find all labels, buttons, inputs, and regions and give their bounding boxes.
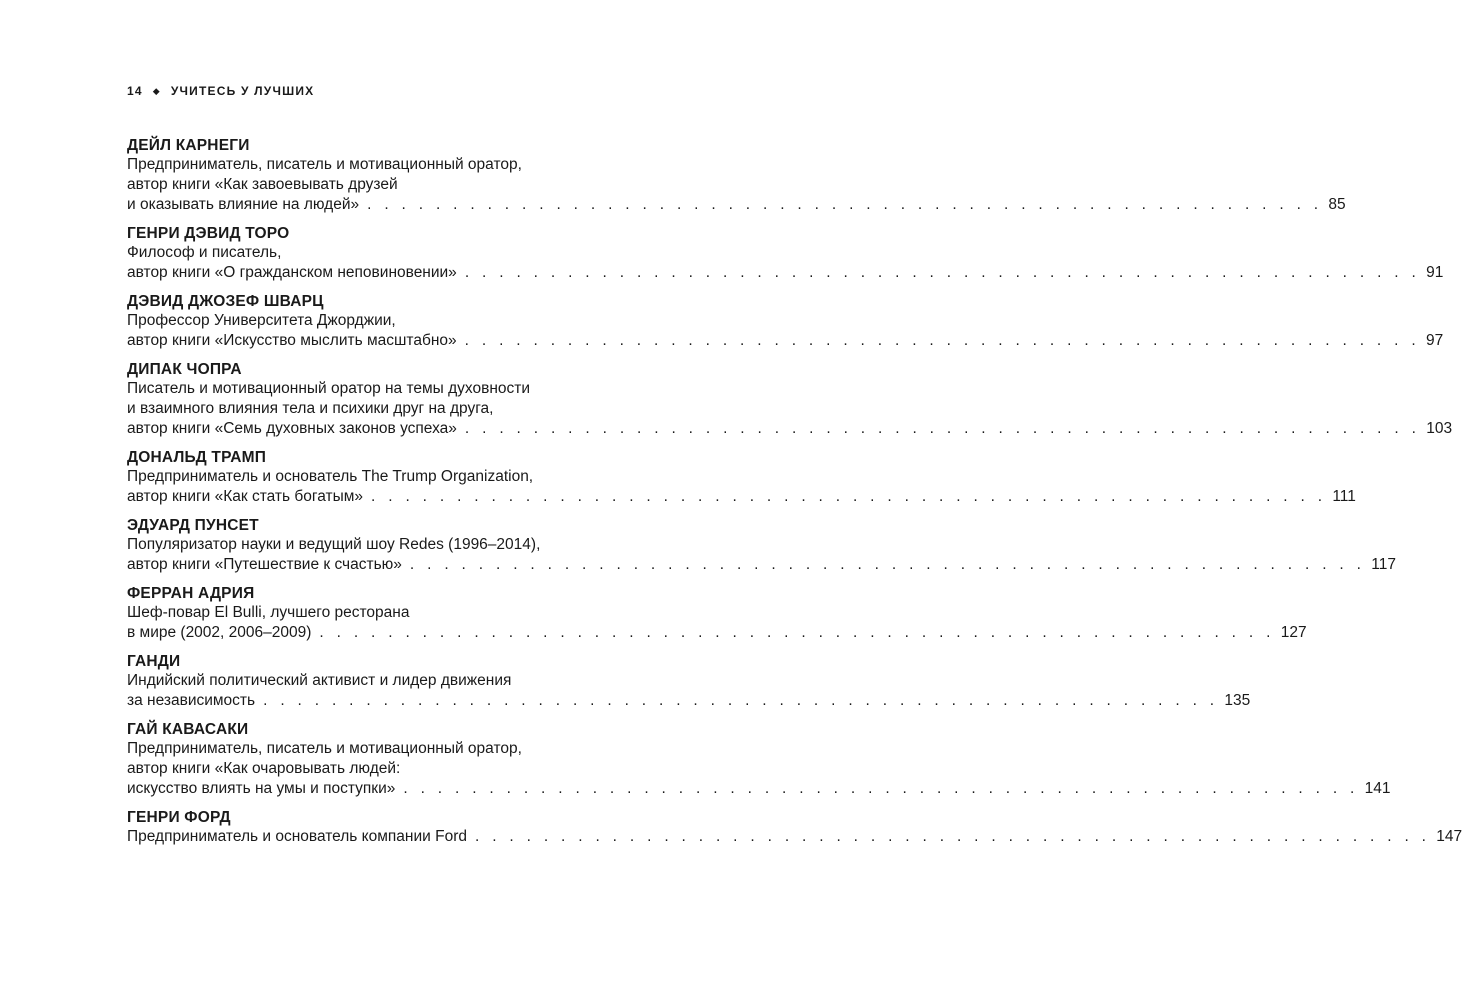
dot-leader: . . . . . . . . . . . . . . . . . . . . . . . . . . . . . . . . . . . . . . . . . . . . . . . . . . . . . . . .	[371, 488, 1327, 505]
entry-page-number[interactable]: 141	[1364, 780, 1391, 797]
dot-leader: . . . . . . . . . . . . . . . . . . . . . . . . . . . . . . . . . . . . . . . . . . . . . . . . . . . . . . . .	[367, 196, 1323, 213]
entry-name: ГАЙ КАВАСАКИ	[127, 721, 249, 738]
entry-page-number[interactable]: 91	[1426, 264, 1444, 281]
entry-description-line: автор книги «Путешествие к счастью»	[127, 556, 402, 573]
dot-leader: . . . . . . . . . . . . . . . . . . . . . . . . . . . . . . . . . . . . . . . . . . . . . . . . . . . . . . . .	[464, 332, 1420, 349]
table-of-contents	[127, 136, 1462, 856]
entry-last-line	[127, 331, 1444, 351]
toc-entry[interactable]	[127, 448, 1356, 507]
entry-last-line	[127, 691, 1251, 711]
dot-leader: . . . . . . . . . . . . . . . . . . . . . . . . . . . . . . . . . . . . . . . . . . . . . . . . . . . . . . . .	[464, 420, 1421, 437]
toc-entry[interactable]	[127, 516, 1396, 575]
toc-entry[interactable]	[127, 136, 1346, 215]
entry-last-line	[127, 827, 1462, 847]
entry-description-line: Философ и писатель,	[127, 244, 282, 261]
entry-description-line: в мире (2002, 2006–2009)	[127, 624, 312, 641]
entry-description-line: Профессор Университета Джорджии,	[127, 312, 396, 329]
entry-name: ФЕРРАН АДРИЯ	[127, 585, 255, 602]
entry-last-line	[127, 487, 1356, 507]
entry-name: ДЭВИД ДЖОЗЕФ ШВАРЦ	[127, 293, 324, 310]
entry-name: ГАНДИ	[127, 653, 181, 670]
dot-leader: . . . . . . . . . . . . . . . . . . . . . . . . . . . . . . . . . . . . . . . . . . . . . . . . . . . . . . . .	[474, 828, 1431, 845]
entry-description-line: за независимость	[127, 692, 256, 709]
entry-description-line: искусство влиять на умы и поступки»	[127, 780, 396, 797]
entry-description-line: автор книги «Искусство мыслить масштабно»	[127, 332, 457, 349]
entry-page-number[interactable]: 127	[1280, 624, 1307, 641]
dot-leader: . . . . . . . . . . . . . . . . . . . . . . . . . . . . . . . . . . . . . . . . . . . . . . . . . . . . . . . .	[263, 692, 1219, 709]
toc-entry[interactable]	[127, 584, 1307, 643]
entry-last-line	[127, 419, 1453, 439]
entry-description-line: и оказывать влияние на людей»	[127, 196, 360, 213]
entry-name: ГЕНРИ ФОРД	[127, 809, 231, 826]
entry-page-number[interactable]: 117	[1371, 556, 1396, 573]
toc-entry[interactable]	[127, 292, 1444, 351]
entry-page-number[interactable]: 85	[1328, 196, 1346, 213]
toc-entry[interactable]	[127, 360, 1453, 439]
entry-description-line: Предприниматель, писатель и мотивационный оратор,	[127, 156, 522, 173]
toc-entry[interactable]	[127, 652, 1251, 711]
entry-last-line	[127, 195, 1346, 215]
diamond-icon: ◆	[152, 85, 161, 96]
running-title: УЧИТЕСЬ У ЛУЧШИХ	[170, 84, 315, 98]
entry-page-number[interactable]: 135	[1224, 692, 1251, 709]
dot-leader: . . . . . . . . . . . . . . . . . . . . . . . . . . . . . . . . . . . . . . . . . . . . . . . . . . . . . . . .	[464, 264, 1421, 281]
entry-last-line	[127, 623, 1307, 643]
entry-description-line: Предприниматель и основатель The Trump Organization,	[127, 468, 534, 485]
dot-leader: . . . . . . . . . . . . . . . . . . . . . . . . . . . . . . . . . . . . . . . . . . . . . . . . . . . . . . . .	[319, 624, 1275, 641]
dot-leader: . . . . . . . . . . . . . . . . . . . . . . . . . . . . . . . . . . . . . . . . . . . . . . . . . . . . . . . .	[403, 780, 1359, 797]
toc-entry[interactable]	[127, 224, 1444, 283]
entry-description-line: автор книги «Семь духовных законов успеха»	[127, 420, 457, 437]
entry-description-line: и взаимного влияния тела и психики друг на друга,	[127, 400, 494, 417]
toc-entry[interactable]	[127, 808, 1462, 847]
entry-description-line: Писатель и мотивационный оратор на темы духовности	[127, 380, 531, 397]
entry-description-line: Шеф-повар El Bulli, лучшего ресторана	[127, 604, 410, 621]
entry-description-line: Индийский политический активист и лидер движения	[127, 672, 512, 689]
entry-description-line: Популяризатор науки и ведущий шоу Redes (1996–2014),	[127, 536, 541, 553]
entry-last-line	[127, 263, 1444, 283]
entry-description-line: Предприниматель и основатель компании Ford	[127, 828, 467, 845]
entry-name: ДИПАК ЧОПРА	[127, 361, 242, 378]
entry-page-number[interactable]: 111	[1332, 488, 1356, 505]
toc-entry[interactable]	[127, 720, 1391, 799]
entry-last-line	[127, 779, 1391, 799]
entry-name: ГЕНРИ ДЭВИД ТОРО	[127, 225, 290, 242]
entry-name: ДОНАЛЬД ТРАМП	[127, 449, 267, 466]
page-number: 14	[127, 84, 143, 98]
entry-page-number[interactable]: 103	[1426, 420, 1453, 437]
dot-leader: . . . . . . . . . . . . . . . . . . . . . . . . . . . . . . . . . . . . . . . . . . . . . . . . . . . . . . . .	[409, 556, 1366, 573]
entry-page-number[interactable]: 147	[1436, 828, 1462, 845]
entry-description-line: автор книги «Как очаровывать людей:	[127, 760, 401, 777]
running-header	[127, 84, 314, 98]
entry-last-line	[127, 555, 1396, 575]
entry-description-line: автор книги «Как стать богатым»	[127, 488, 364, 505]
entry-description-line: Предприниматель, писатель и мотивационный оратор,	[127, 740, 522, 757]
entry-name: ЭДУАРД ПУНСЕТ	[127, 517, 259, 534]
entry-description-line: автор книги «О гражданском неповиновении»	[127, 264, 457, 281]
entry-page-number[interactable]: 97	[1425, 332, 1444, 349]
entry-name: ДЕЙЛ КАРНЕГИ	[127, 137, 250, 154]
entry-description-line: автор книги «Как завоевывать друзей	[127, 176, 398, 193]
